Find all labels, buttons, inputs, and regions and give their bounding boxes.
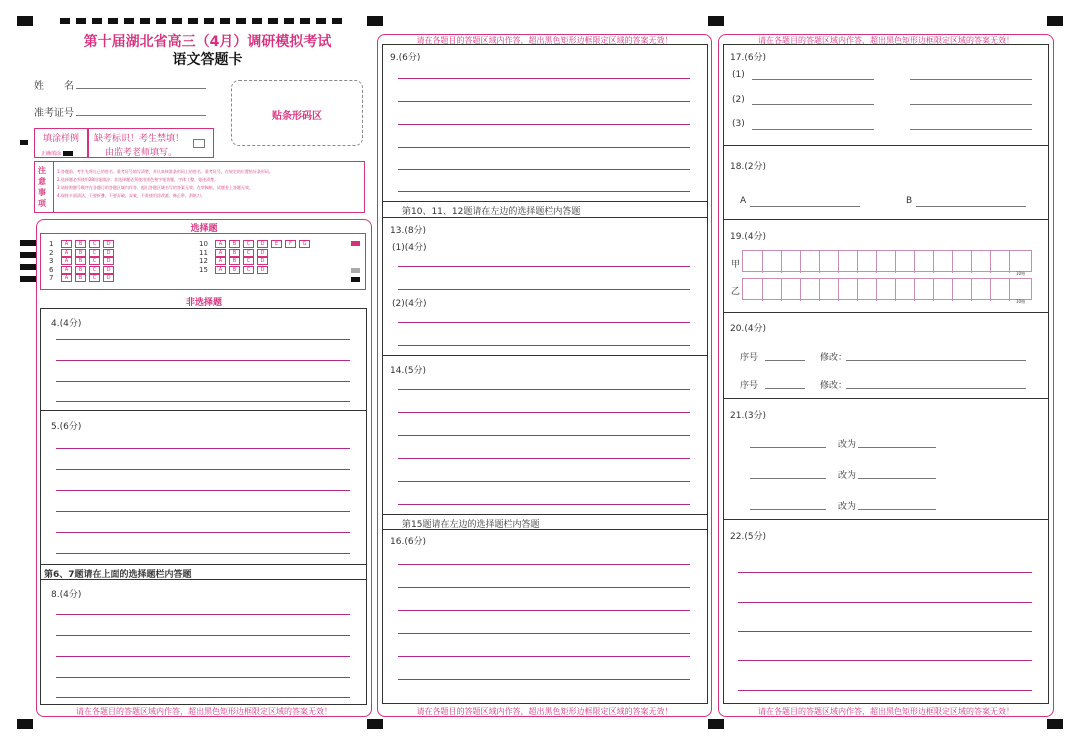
answer-line[interactable] [750,509,826,510]
note-item: 4.保持卡面清洁，不要折叠、不要弄破、弄皱，不准使用涂改液、修正带、刮纸刀。 [57,193,205,198]
exam-no-field[interactable] [76,115,206,116]
answer-line[interactable] [738,690,1032,691]
answer-line[interactable] [398,481,690,482]
q17-item-label: (2) [732,95,745,105]
section-divider [40,410,367,411]
section-divider [382,529,708,530]
answer-line[interactable] [738,660,1032,661]
q19-yi-label: 乙 [731,287,741,297]
answer-line[interactable] [398,266,690,267]
q17-item-label: (3) [732,119,745,129]
answer-line[interactable] [398,610,690,611]
answer-line[interactable] [398,322,690,323]
answer-line[interactable] [398,679,690,680]
warning-footer: 请在各题目的答题区域内作答，超出黑色矩形边框限定区域的答案无效！ [76,707,332,716]
section-divider [382,514,708,515]
q14-label: 14.(5分) [390,366,427,376]
answer-line[interactable] [398,78,690,79]
barcode-area [231,80,363,146]
q16-label: 16.(6分) [390,537,427,547]
answer-line[interactable] [398,656,690,657]
answer-line[interactable] [858,478,936,479]
answer-line[interactable] [398,191,690,192]
choice-row[interactable]: 3 A B C D [49,257,117,266]
choice-row[interactable]: 15 A B C D [199,266,313,275]
q67-note: 第6、7题请在上面的选择题栏内答题 [44,570,192,580]
choice-row[interactable]: 10 A B C D E F G [199,240,313,249]
absent-box [88,128,214,158]
answer-line[interactable] [56,677,350,678]
answer-line[interactable] [846,360,1026,361]
section-divider [723,398,1049,399]
section-divider [382,217,708,218]
fill-sample-label: 填涂样例 [42,134,79,144]
answer-line[interactable] [398,124,690,125]
choice-marker [351,241,360,246]
fill-sample-correct: 正确填涂 [41,150,87,157]
answer-line[interactable] [910,129,1032,130]
q19-label: 19.(4分) [730,232,767,242]
q10-12-note: 第10、11、12题请在左边的选择题栏内答题 [402,207,581,217]
choice-marker [351,268,360,273]
answer-line[interactable] [752,129,874,130]
answer-line[interactable] [752,104,874,105]
registration-mark [1047,719,1063,729]
choice-left-group [49,240,117,283]
answer-line[interactable] [56,697,350,698]
q9-label: 9.(6分) [390,53,421,63]
answer-line[interactable] [916,206,1026,207]
registration-mark [708,16,724,26]
answer-line[interactable] [56,614,350,615]
q13-2-label: (2)(4分) [392,299,427,309]
section-divider [723,219,1049,220]
warning-footer: 请在各题目的答题区域内作答，超出黑色矩形边框限定区域的答案无效！ [758,707,1014,716]
answer-line[interactable] [56,381,350,382]
nonchoice-title: 非选择题 [185,298,222,308]
q19-jia-label: 甲 [731,260,741,270]
answer-line[interactable] [738,631,1032,632]
q13-1-label: (1)(4分) [392,243,427,253]
answer-line[interactable] [398,289,690,290]
absent-checkbox[interactable] [193,139,205,148]
section-divider [382,355,708,356]
q18-a-label: A [740,196,747,206]
answer-line[interactable] [858,447,936,448]
choice-marker [351,277,360,282]
answer-line[interactable] [56,448,350,449]
q17-item-label: (1) [732,70,745,80]
answer-line[interactable] [56,532,350,533]
section-divider [382,201,708,202]
registration-mark [367,719,383,729]
exam-no-label: 准考证号 [34,108,74,119]
answer-line[interactable] [910,104,1032,105]
answer-line[interactable] [56,401,350,402]
answer-line[interactable] [56,360,350,361]
q21-change-label: 改为 [838,471,857,481]
choice-right-group [199,240,313,274]
choice-row[interactable]: 12 A B C D [199,257,313,266]
answer-line[interactable] [398,169,690,170]
q20-seq-label: 序号 [740,381,759,391]
registration-mark [20,276,36,282]
note-item: 3.请按照题号顺序在各题目的答题区域内作答，超出答题区域书写的答案无效；在草稿纸、试题卷上答题无效。 [57,185,253,190]
timing-strip [60,18,346,24]
answer-line[interactable] [398,587,690,588]
answer-line[interactable] [750,206,860,207]
choice-row[interactable]: 6 A B C D [49,266,117,275]
answer-line[interactable] [750,447,826,448]
q5-label: 5.(6分) [51,422,82,432]
answer-area-col1 [40,308,367,705]
note-item: 1.答题前，考生先将自己的姓名、准考证号填写清楚，并认真核准条形码上的姓名、准考证号，在规定的位置贴好条形码。 [57,169,273,174]
card-subtitle: 语文答题卡 [172,52,243,68]
exam-title: 第十届湖北省高三（4月）调研模拟考试 [83,34,332,50]
answer-line[interactable] [738,572,1032,573]
answer-line[interactable] [398,147,690,148]
q21-label: 21.(3分) [730,411,767,421]
section-divider [723,145,1049,146]
registration-mark [17,16,33,26]
registration-mark [20,240,36,246]
answer-line[interactable] [398,458,690,459]
choice-title: 选择题 [190,224,218,234]
notes-label: 注 意 事 项 [38,166,46,208]
answer-line[interactable] [56,553,350,554]
answer-area-col3 [723,44,1049,704]
section-divider [40,564,367,565]
note-item: 2.选择题必须使用2B铅笔填涂；非选择题必须使用黑色签字笔答题，字体工整、笔迹清楚。 [57,177,219,182]
q18-label: 18.(2分) [730,162,767,172]
q20-fix-label: 修改： [820,353,848,363]
answer-line[interactable] [398,101,690,102]
registration-mark [708,719,724,729]
absent-line1: 缺考标识！考生禁填！ [94,134,185,144]
section-divider [723,519,1049,520]
q4-label: 4.(4分) [51,319,82,329]
q13-label: 13.(8分) [390,226,427,236]
answer-line[interactable] [750,478,826,479]
answer-line[interactable] [398,633,690,634]
answer-line[interactable] [752,79,874,80]
choice-box [40,233,366,290]
answer-line[interactable] [398,345,690,346]
answer-line[interactable] [398,504,690,505]
choice-row[interactable]: 11 A B C D [199,249,313,258]
answer-line[interactable] [398,412,690,413]
q19-count-label: 10格 [1016,271,1026,276]
answer-line[interactable] [398,389,690,390]
barcode-label: 贴条形码区 [272,111,322,122]
answer-line[interactable] [846,388,1026,389]
choice-row[interactable]: 1 A B C D [49,240,117,249]
answer-line[interactable] [398,435,690,436]
choice-row[interactable]: 7 A B C D [49,274,117,283]
q19-grid-jia[interactable] [742,250,1032,272]
q22-label: 22.(5分) [730,532,767,542]
q21-change-label: 改为 [838,440,857,450]
choice-row[interactable]: 2 A B C D [49,249,117,258]
q19-count-label: 10格 [1016,299,1026,304]
answer-line[interactable] [765,360,805,361]
section-divider [723,312,1049,313]
answer-line[interactable] [858,509,936,510]
registration-mark [1047,16,1063,26]
registration-mark [20,140,28,145]
notes-box [34,161,365,213]
name-field[interactable] [76,88,206,89]
registration-mark [20,252,36,258]
registration-mark [367,16,383,26]
answer-line[interactable] [56,469,350,470]
answer-line[interactable] [56,339,350,340]
q17-label: 17.(6分) [730,53,767,63]
registration-mark [20,264,36,270]
answer-area-col2 [382,44,708,704]
name-label: 姓 名 [34,81,74,92]
answer-line[interactable] [398,564,690,565]
answer-line[interactable] [56,635,350,636]
answer-line[interactable] [56,656,350,657]
q21-change-label: 改为 [838,502,857,512]
q20-label: 20.(4分) [730,324,767,334]
q15-note: 第15题请在左边的选择题栏内答题 [402,520,540,530]
q20-seq-label: 序号 [740,353,759,363]
fill-sample-box [34,128,88,158]
answer-line[interactable] [56,490,350,491]
section-divider [40,579,367,580]
warning-footer: 请在各题目的答题区域内作答，超出黑色矩形边框限定区域的答案无效！ [416,707,673,716]
q20-fix-label: 修改： [820,381,848,391]
warning-header: 请在各题目的答题区域内作答，超出黑色矩形边框限定区域的答案无效！ [416,36,673,45]
answer-line[interactable] [910,79,1032,80]
absent-line2: 由监考老师填写。 [105,148,178,158]
answer-line[interactable] [738,602,1032,603]
q8-label: 8.(4分) [51,590,82,600]
warning-header: 请在各题目的答题区域内作答，超出黑色矩形边框限定区域的答案无效！ [758,36,1014,45]
answer-line[interactable] [56,511,350,512]
q19-grid-yi[interactable] [742,278,1032,300]
registration-mark [17,719,33,729]
answer-line[interactable] [765,388,805,389]
q18-b-label: B [906,196,913,206]
